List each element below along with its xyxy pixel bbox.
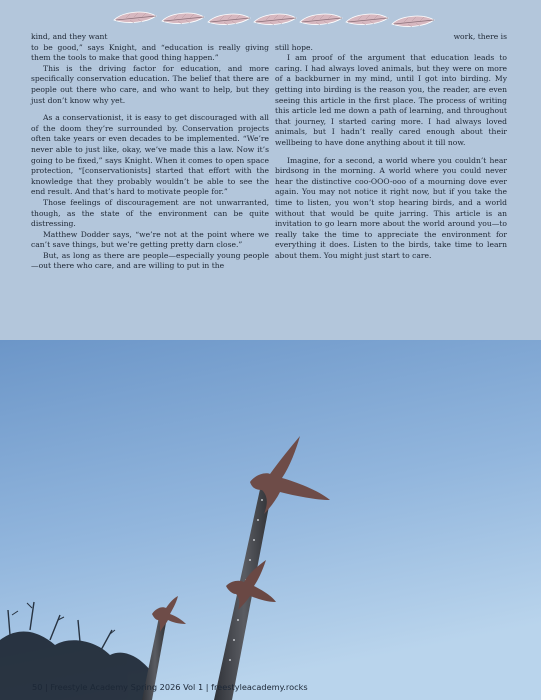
- first-line-end: work, there is: [453, 32, 507, 41]
- feather-icon: [300, 14, 342, 25]
- feather-icon: [208, 14, 250, 25]
- article-paragraph: But, as long as there are people—especially young people—out there who care, and are willing to put in the: [31, 250, 269, 271]
- article-paragraph: Those feelings of discouragement are not unwarranted, though, as the state of the environment can be quite distressing.: [31, 197, 269, 229]
- feather-icon: [114, 12, 156, 23]
- article-paragraph: As a conservationist, it is easy to get discouraged with all of the doom they’re surrounded by. Conservation projects often take years or even decades to be implemented. “We’re never able to just like, okay, we’ve made this a law. Now it’s going to be fixed,” says Knight. When it comes to open space protection, “[conservationists] started that effort with the knowledge that they probably wouldn’t be able to see the end result. And that’s hard to motivate people for.”: [31, 113, 269, 197]
- feather-icon: [162, 13, 204, 24]
- feather-icon: [254, 14, 296, 25]
- article-paragraph: to be good,” says Knight, and “education is really giving them the tools to make that good thing happen.”: [31, 42, 269, 63]
- article-paragraph: This is the driving factor for education, and more specifically conservation education. The belief that there are people out there who care, and who want to help, but they just don’t know why yet.: [31, 63, 269, 105]
- article-paragraph: still hope.: [275, 42, 313, 52]
- article-first-line: [275, 32, 507, 43]
- page-footer: 50 | Freestyle Academy Spring 2026 Vol 1 | freestyleacademy.rocks: [32, 682, 308, 692]
- feather-icon: [346, 14, 388, 25]
- article-right-column: [275, 32, 507, 261]
- feather-icon: [392, 16, 434, 27]
- first-line-start: kind, and they want: [31, 32, 108, 41]
- article-first-line: [31, 32, 269, 43]
- article-paragraph: I am proof of the argument that education leads to caring. I had always loved animals, but they were on more of a backburner in my mind, until I got into birding. My getting into birding is the reason you, the reader, are even seeing this article in the first place. The process of writing this article led me down a path of learning, and throughout that journey, I started caring more. I had always loved animals, but I hadn’t really cared enough about their wellbeing to have done anything about it till now.: [275, 53, 507, 147]
- article-paragraph: Imagine, for a second, a world where you couldn’t hear birdsong in the morning. A world where you could never hear the distinctive coo-OOO-ooo of a mourning dove ever again. You may not notice it right now, but if you take the time to listen, you won’t stop hearing birds, and a world without that would be quite jarring. This article is an invitation to go learn more about the world around you—to really take the time to appreciate the environment for everything it does. Listen to the birds, take time to learn about them. You might just start to care.: [275, 155, 507, 260]
- bird-sculpture-photo: [0, 340, 541, 700]
- article-left-column: [31, 32, 269, 272]
- article-paragraph: Matthew Dodder says, “we’re not at the point where we can’t save things, but we’re getting pretty darn close.”: [31, 229, 269, 250]
- feather-ornament-row: [112, 4, 442, 32]
